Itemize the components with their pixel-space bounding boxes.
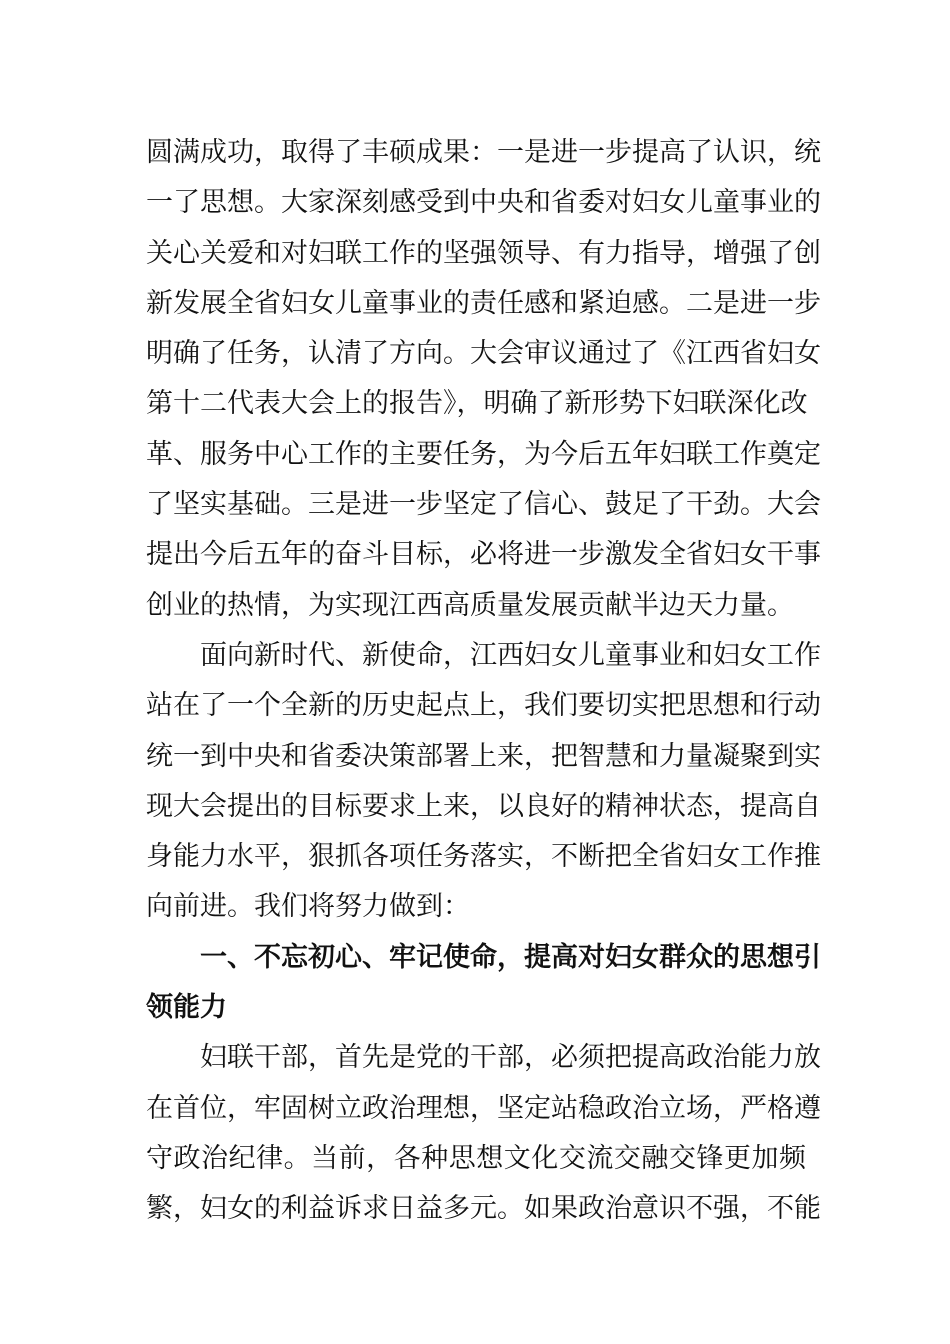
body-line: 妇联干部，首先是党的干部，必须把提高政治能力放 xyxy=(200,1042,821,1074)
body-line: 革、服务中心工作的主要任务，为今后五年妇联工作奠定 xyxy=(146,438,821,470)
body-line: 一了思想。大家深刻感受到中央和省委对妇女儿童事业的 xyxy=(146,187,821,219)
body-line: 提出今后五年的奋斗目标，必将进一步激发全省妇女干事 xyxy=(146,539,821,571)
body-line: 站在了一个全新的历史起点上，我们要切实把思想和行动 xyxy=(146,690,821,722)
body-line: 身能力水平，狠抓各项任务落实，不断把全省妇女工作推 xyxy=(146,841,821,873)
body-line: 面向新时代、新使命，江西妇女儿童事业和妇女工作 xyxy=(200,639,821,671)
body-line: 了坚实基础。三是进一步坚定了信心、鼓足了干劲。大会 xyxy=(146,489,821,521)
body-line: 圆满成功，取得了丰硕成果：一是进一步提高了认识，统 xyxy=(146,137,821,168)
body-line: 明确了任务，认清了方向。大会审议通过了《江西省妇女 xyxy=(146,338,821,370)
body-line: 创业的热情，为实现江西高质量发展贡献半边天力量。 xyxy=(146,589,794,621)
body-line: 在首位，牢固树立政治理想，坚定站稳政治立场，严格遵 xyxy=(146,1092,821,1124)
document-body xyxy=(146,128,821,1235)
body-line: 繁，妇女的利益诉求日益多元。如果政治意识不强，不能 xyxy=(146,1193,821,1225)
body-line: 现大会提出的目标要求上来，以良好的精神状态，提高自 xyxy=(146,790,821,822)
body-line: 守政治纪律。当前，各种思想文化交流交融交锋更加频 xyxy=(146,1142,806,1174)
section-heading: 一、不忘初心、牢记使命，提高对妇女群众的思想引 xyxy=(200,941,821,973)
body-line: 关心关爱和对妇联工作的坚强领导、有力指导，增强了创 xyxy=(146,237,821,269)
body-line: 统一到中央和省委决策部署上来，把智慧和力量凝聚到实 xyxy=(146,740,821,772)
body-line: 向前进。我们将努力做到： xyxy=(146,891,470,923)
body-line: 新发展全省妇女儿童事业的责任感和紧迫感。二是进一步 xyxy=(146,287,821,319)
body-line: 第十二代表大会上的报告》，明确了新形势下妇联深化改 xyxy=(146,388,808,420)
section-heading: 领能力 xyxy=(146,992,227,1024)
